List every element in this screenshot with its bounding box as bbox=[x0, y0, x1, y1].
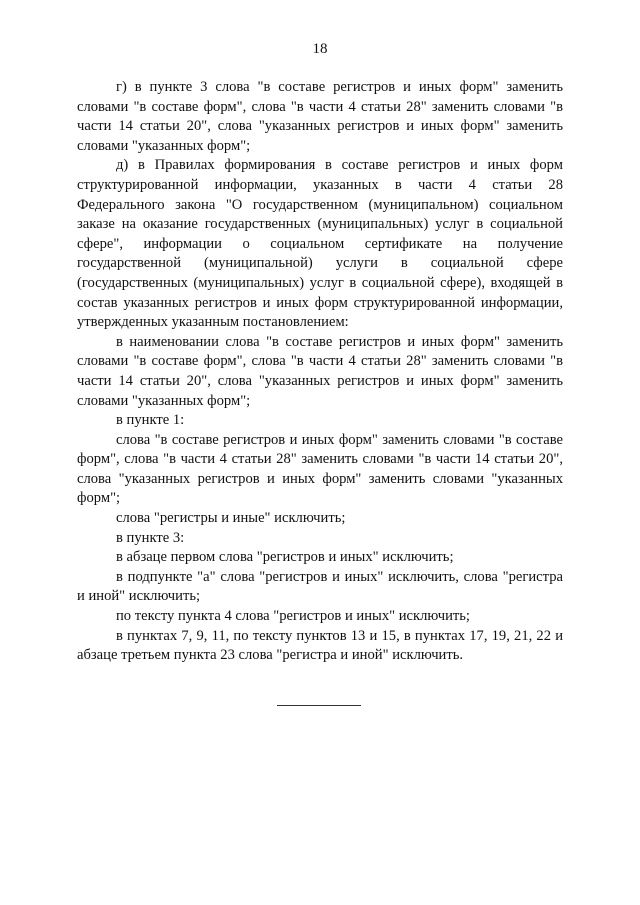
page-number: 18 bbox=[312, 41, 328, 57]
closing-separator-line bbox=[277, 705, 361, 706]
paragraph-point-1-words-replace: слова "в составе регистров и иных форм" заменить словами "в составе форм", слова "в части 4 статьи 28" заменить словами "в части 14 статьи 20", слова "указанных регистров и иных форм" заменить словами "указанных форм"; bbox=[77, 431, 563, 507]
paragraph-point-3-subpoint-a: в подпункте "а" слова "регистров и иных" исключить, слова "регистра и иной" исключить; bbox=[77, 568, 563, 605]
paragraph-item-d: д) в Правилах формирования в составе регистров и иных форм структурированной информации, указанных в части 4 статьи 28 Федерального закона "О государственном (муниципальном) социальном заказе на оказание государственных (муниципальных) услуг в социальной сфере", информации о социальном сертификате на получение государственной (муниципальной) услуги в социальной сфере (государственных (муниципальных) услуг в социальной сфере), входящей в состав указанных регистров и иных форм структурированной информации, утвержденных указанным постановлением: bbox=[77, 157, 563, 331]
paragraph-point-3-first-clause: в абзаце первом слова "регистров и иных" исключить; bbox=[116, 549, 454, 566]
paragraph-point-1-intro: в пункте 1: bbox=[116, 412, 185, 429]
document-body bbox=[77, 78, 563, 666]
paragraph-points-7-23: в пунктах 7, 9, 11, по тексту пунктов 13 и 15, в пунктах 17, 19, 21, 22 и абзаце третьем пункта 23 слова "регистра и иной" исключить. bbox=[77, 627, 563, 664]
paragraph-point-4: по тексту пункта 4 слова "регистров и иных" исключить; bbox=[116, 608, 470, 625]
paragraph-item-g: г) в пункте 3 слова "в составе регистров и иных форм" заменить словами "в составе форм", слова "в части 4 статьи 28" заменить словами "в части 14 статьи 20", слова "указанных регистров и иных форм" заменить словами "указанных форм"; bbox=[77, 79, 563, 154]
paragraph-title-amendment: в наименовании слова "в составе регистров и иных форм" заменить словами "в составе форм", слова "в части 4 статьи 28" заменить словами "в части 14 статьи 20", слова "указанных регистров и иных форм" заменить словами "указанных форм"; bbox=[77, 333, 563, 409]
paragraph-point-1-words-delete: слова "регистры и иные" исключить; bbox=[116, 510, 346, 527]
paragraph-point-3-intro: в пункте 3: bbox=[116, 529, 185, 546]
